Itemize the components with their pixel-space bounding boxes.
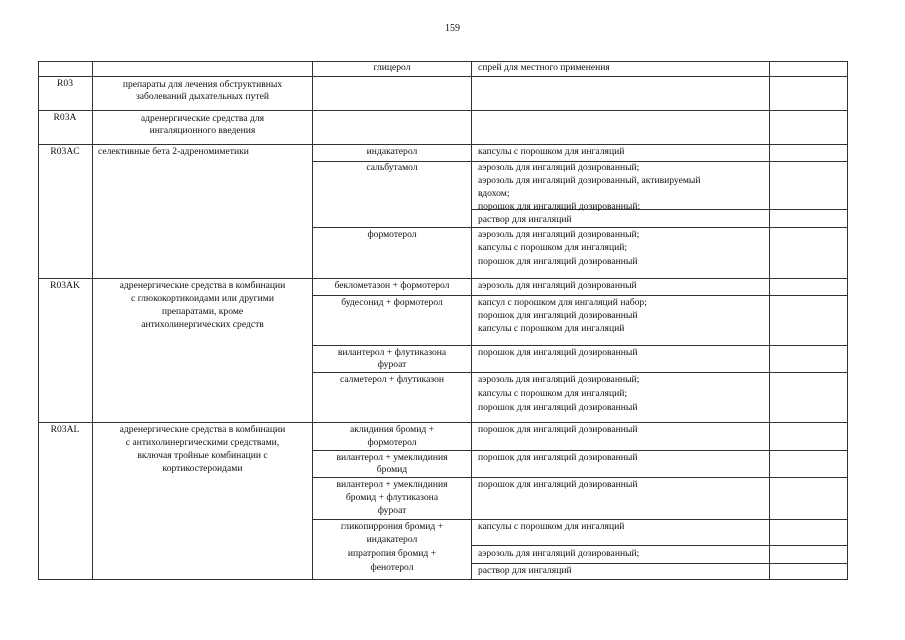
inn-cell: аклидиния бромид + bbox=[349, 424, 435, 435]
inn-cell: индакатерол bbox=[366, 534, 418, 545]
row-divider bbox=[38, 76, 848, 77]
atc-group: кортикостероидами bbox=[162, 463, 243, 474]
form-cell: аэрозоль для ингаляций дозированный; bbox=[478, 229, 640, 240]
form-cell: капсулы с порошком для ингаляций; bbox=[478, 388, 628, 399]
inn-cell: формотерол bbox=[367, 229, 417, 240]
form-cell: раствор для ингаляций bbox=[478, 565, 572, 576]
atc-group: адренергические средства для bbox=[140, 113, 265, 124]
inn-cell: формотерол bbox=[367, 437, 417, 448]
atc-group: адренергические средства в комбинации bbox=[119, 280, 286, 291]
sub-row-divider bbox=[312, 519, 848, 520]
atc-code: R03A bbox=[53, 112, 77, 123]
sub-row-divider bbox=[471, 545, 848, 546]
form-cell: капсулы с порошком для ингаляций bbox=[478, 521, 625, 532]
form-cell: аэрозоль для ингаляций дозированный; bbox=[478, 374, 640, 385]
form-cell: порошок для ингаляций дозированный; bbox=[478, 201, 641, 212]
form-cell: порошок для ингаляций дозированный bbox=[478, 479, 638, 490]
form-cell: порошок для ингаляций дозированный bbox=[478, 402, 638, 413]
column-divider bbox=[38, 61, 39, 580]
inn-cell: гликопиррония бромид + bbox=[340, 521, 444, 532]
form-cell: аэрозоль для ингаляций дозированный, активируемый bbox=[478, 175, 701, 186]
inn-cell: сальбутамол bbox=[366, 162, 418, 173]
form-cell: порошок для ингаляций дозированный bbox=[478, 310, 638, 321]
sub-row-divider bbox=[312, 295, 848, 296]
form-cell: капсулы с порошком для ингаляций; bbox=[478, 242, 628, 253]
row-divider bbox=[38, 278, 848, 279]
sub-row-divider bbox=[312, 450, 848, 451]
atc-group: селективные бета 2-адреномиметики bbox=[98, 146, 249, 157]
sub-row-divider bbox=[471, 563, 848, 564]
inn-cell: будесонид + формотерол bbox=[341, 297, 443, 308]
sub-row-divider bbox=[312, 345, 848, 346]
form-cell: капсулы с порошком для ингаляций bbox=[478, 146, 625, 157]
form-cell: порошок для ингаляций дозированный bbox=[478, 452, 638, 463]
drug-table bbox=[38, 61, 848, 580]
inn-cell: бромид + флутиказона bbox=[345, 492, 439, 503]
table-border-bottom bbox=[38, 579, 848, 580]
atc-code: R03AL bbox=[50, 424, 80, 435]
atc-code: R03 bbox=[57, 78, 73, 89]
form-cell: порошок для ингаляций дозированный bbox=[478, 256, 638, 267]
form-cell: порошок для ингаляций дозированный bbox=[478, 347, 638, 358]
page-number: 159 bbox=[445, 23, 460, 34]
atc-group: ингаляционного введения bbox=[149, 125, 256, 136]
inn-cell: вилантерол + умеклидиния bbox=[336, 452, 448, 463]
form-cell: порошок для ингаляций дозированный bbox=[478, 424, 638, 435]
form-cell: капсулы с порошком для ингаляций bbox=[478, 323, 625, 334]
inn-cell: индакатерол bbox=[366, 146, 418, 157]
atc-code: R03AC bbox=[50, 146, 80, 157]
atc-group: с глюкокортикоидами или другими bbox=[131, 293, 274, 304]
inn-cell: вилантерол + умеклидиния bbox=[336, 479, 448, 490]
atc-group: препараты для лечения обструктивных bbox=[122, 79, 283, 90]
atc-group: адренергические средства в комбинации bbox=[119, 424, 286, 435]
form-cell: аэрозоль для ингаляций дозированный; bbox=[478, 548, 640, 559]
atc-group: антихолинергических средств bbox=[141, 319, 264, 330]
atc-code: R03AK bbox=[50, 280, 80, 291]
form-cell: вдохом; bbox=[478, 188, 510, 199]
inn-cell: глицерол bbox=[373, 62, 411, 73]
form-cell: капсул с порошком для ингаляций набор; bbox=[478, 297, 647, 308]
column-divider bbox=[471, 61, 472, 580]
row-divider bbox=[38, 110, 848, 111]
atc-group: заболеваний дыхательных путей bbox=[135, 91, 270, 102]
column-divider bbox=[769, 61, 770, 580]
inn-cell: ипратропия бромид + bbox=[347, 548, 437, 559]
form-cell: раствор для ингаляций bbox=[478, 214, 572, 225]
form-cell: аэрозоль для ингаляций дозированный; bbox=[478, 162, 640, 173]
inn-cell: вилантерол + флутиказона bbox=[337, 347, 447, 358]
atc-group: включая тройные комбинации с bbox=[137, 450, 268, 461]
row-divider bbox=[38, 144, 848, 145]
inn-cell: беклометазон + формотерол bbox=[334, 280, 450, 291]
inn-cell: салметерол + флутиказон bbox=[339, 374, 445, 385]
inn-cell: бромид bbox=[376, 464, 408, 475]
inn-cell: фуроат bbox=[377, 359, 407, 370]
atc-group: с антихолинергическими средствами, bbox=[125, 437, 280, 448]
atc-group: препаратами, кроме bbox=[161, 306, 244, 317]
column-divider bbox=[847, 61, 848, 580]
sub-row-divider bbox=[312, 477, 848, 478]
form-cell: аэрозоль для ингаляций дозированный bbox=[478, 280, 637, 291]
inn-cell: фуроат bbox=[377, 505, 407, 516]
sub-row-divider bbox=[312, 372, 848, 373]
inn-cell: фенотерол bbox=[370, 562, 414, 573]
row-divider bbox=[38, 422, 848, 423]
form-cell: спрей для местного применения bbox=[478, 62, 610, 73]
sub-row-divider bbox=[312, 227, 848, 228]
